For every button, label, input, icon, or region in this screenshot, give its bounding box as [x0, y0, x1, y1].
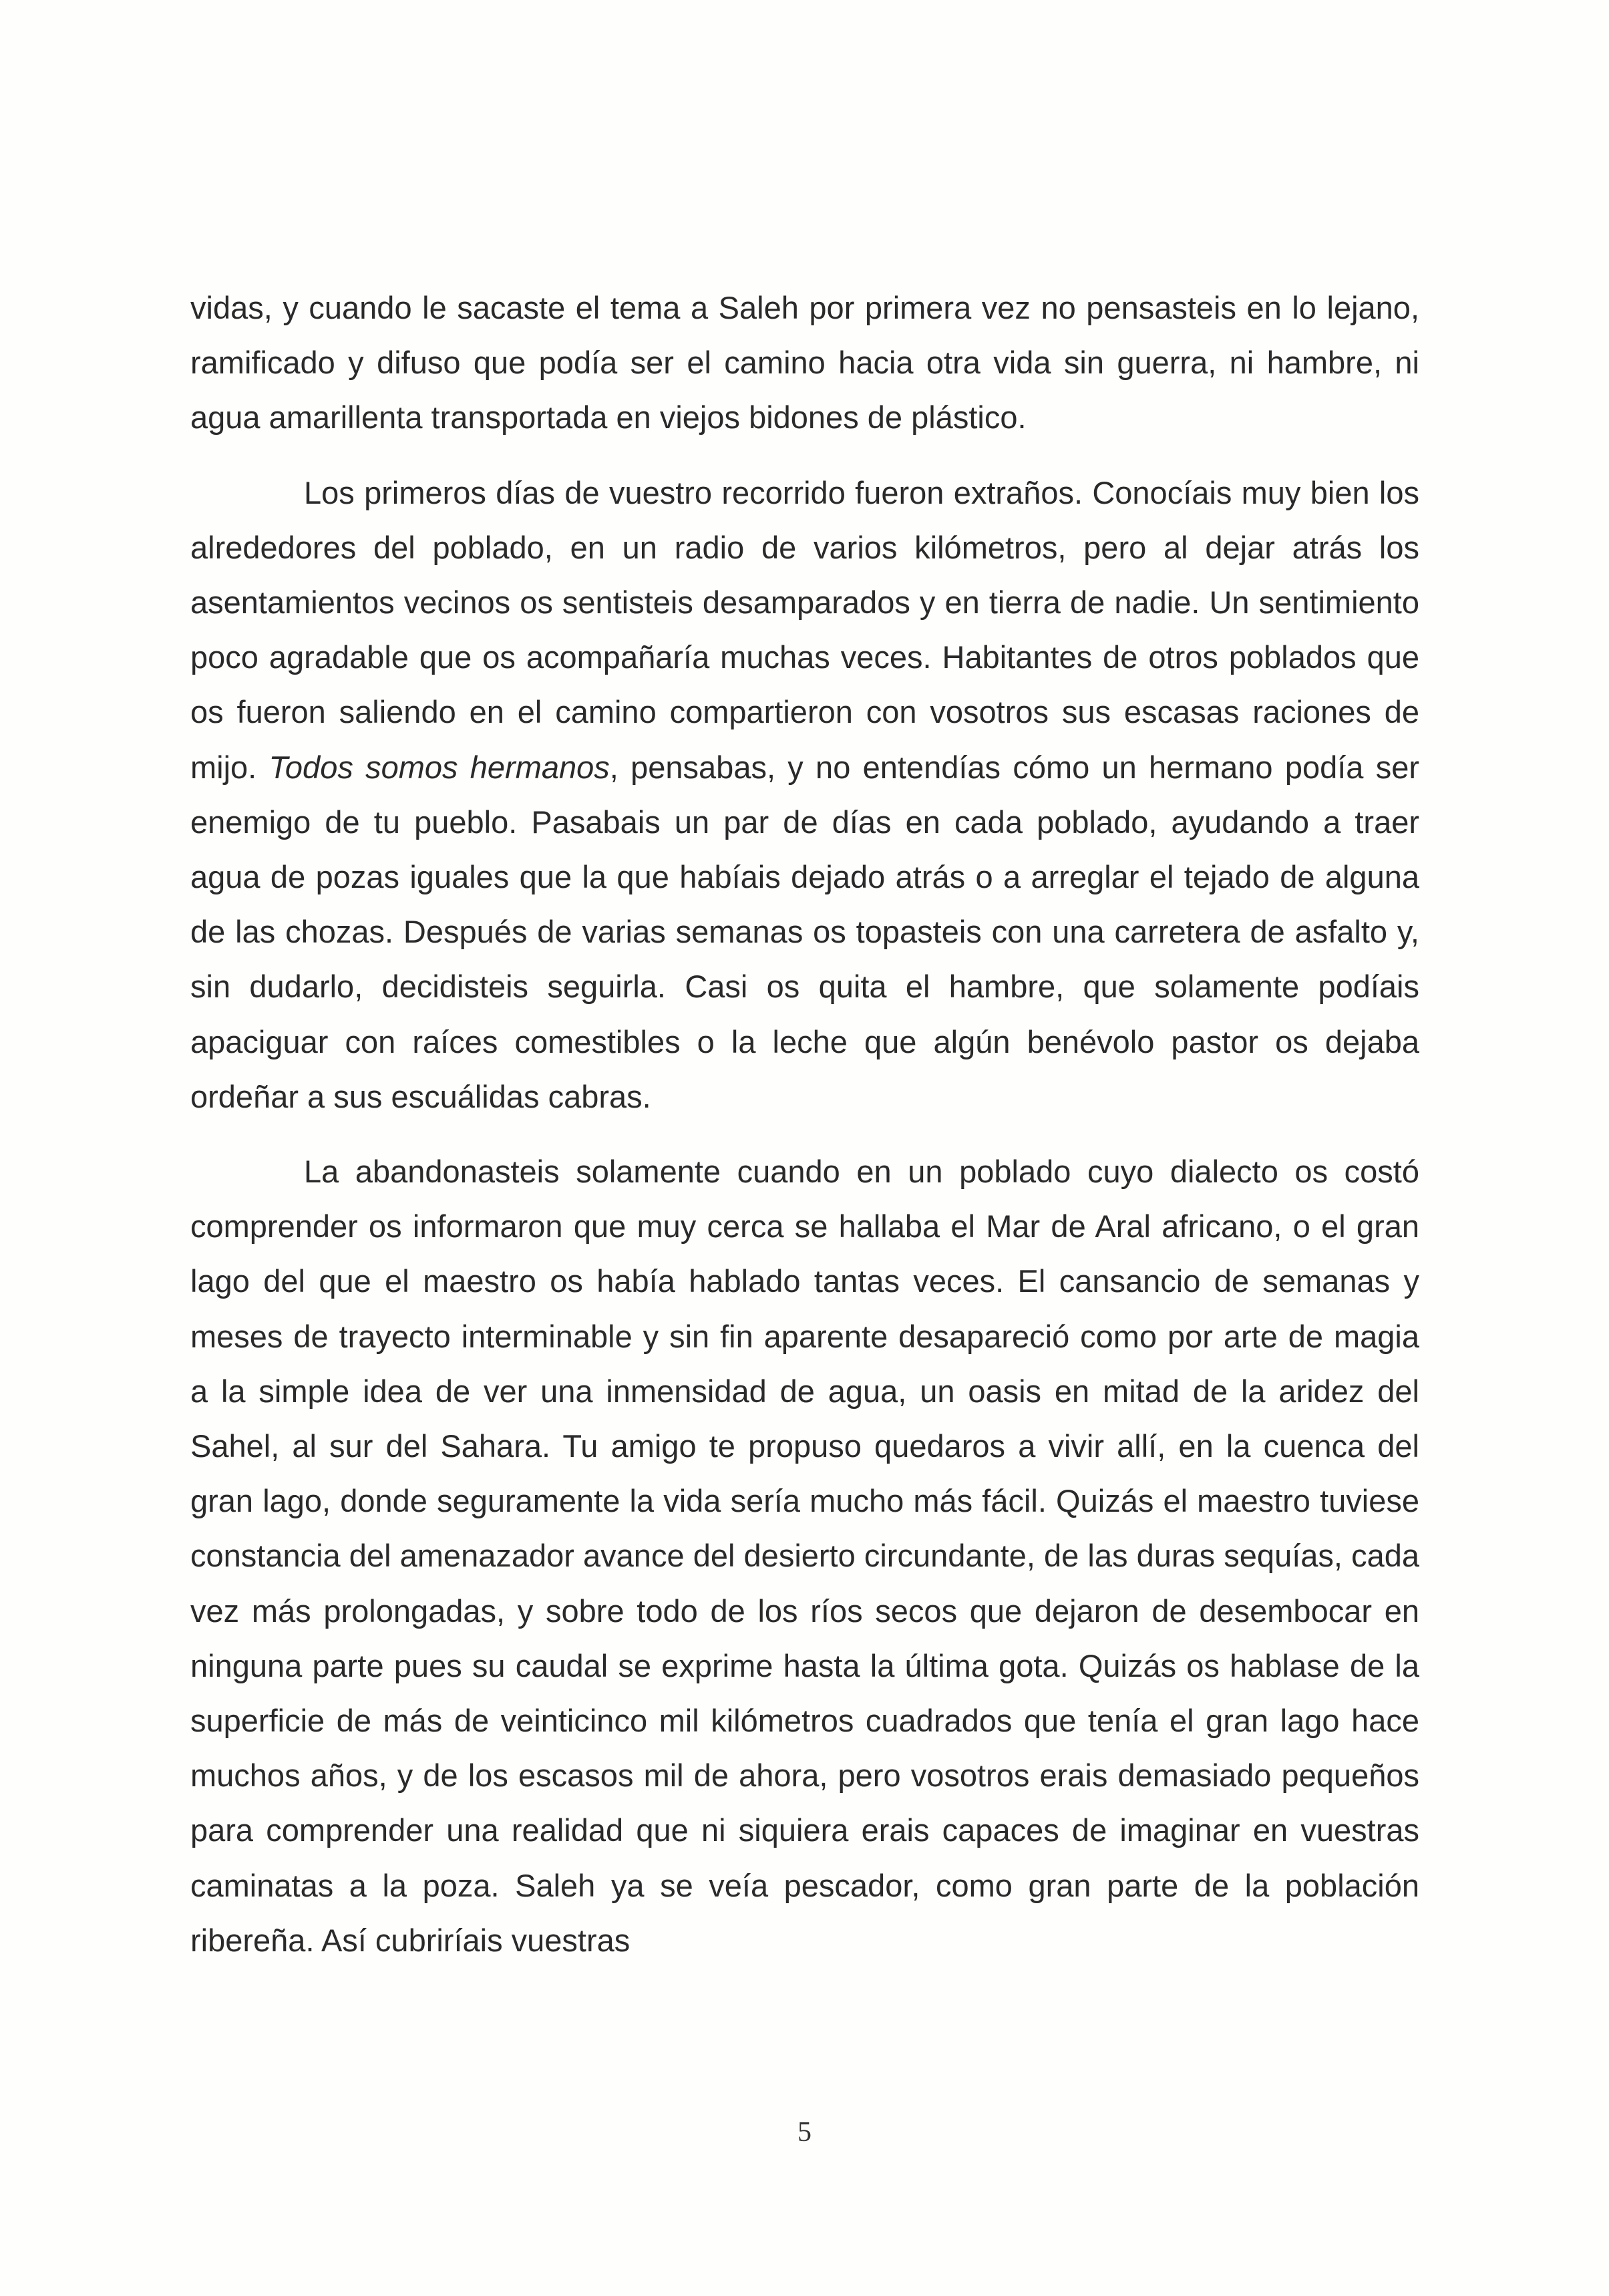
paragraph-2: [190, 466, 1419, 1124]
paragraph-3-text: La abandonasteis solamente cuando en un poblado cuyo dialecto os costó comprender os informaron que muy cerca se hallaba el Mar de Aral africano, o el gran lago del que el maestro os había hablado tantas veces. El cansancio de semanas y meses de trayecto interminable y sin fin aparente desapareció como por arte de magia a la simple idea de ver una inmensidad de agua, un oasis en mitad de la aridez del Sahel, al sur del Sahara. Tu amigo te propuso quedaros a vivir allí, en la cuenca del gran lago, donde seguramente la vida sería mucho más fácil. Quizás el maestro tuviese constancia del amenazador avance del desierto circundante, de las duras sequías, cada vez más prolongadas, y sobre todo de los ríos secos que dejaron de desembocar en ninguna parte pues su caudal se exprime hasta la última gota. Quizás os hablase de la superficie de más de veinticinco mil kilómetros cuadrados que tenía el gran lago hace muchos años, y de los escasos mil de ahora, pero vosotros erais demasiado pequeños para comprender una realidad que ni siquiera erais capaces de imaginar en vuestras caminatas a la poza. Saleh ya se veía pescador, como gran parte de la población ribereña. Así cubriríais vuestras: [190, 1154, 1419, 1958]
paragraph-1-text: vidas, y cuando le sacaste el tema a Saleh por primera vez no pensasteis en lo lejano, ramificado y difuso que podía ser el camino hacia otra vida sin guerra, ni hambre, ni agua amarillenta transportada en viejos bidones de plástico.: [190, 290, 1419, 436]
page-number: 5: [797, 2117, 812, 2148]
paragraph-2-text-end: , pensabas, y no entendías cómo un hermano podía ser enemigo de tu pueblo. Pasabais un par de días en cada poblado, ayudando a traer agua de pozas iguales que la que habíais dejado atrás o a arreglar el tejado de alguna de las chozas. Después de varias semanas os topasteis con una carretera de asfalto y, sin dudarlo, decidisteis seguirla. Casi os quita el hambre, que solamente podíais apaciguar con raíces comestibles o la leche que algún benévolo pastor os dejaba ordeñar a sus escuálidas cabras.: [190, 749, 1419, 1114]
paragraph-2-text-start: Los primeros días de vuestro recorrido fueron extraños. Conocíais muy bien los alrededores del poblado, en un radio de varios kilómetros, pero al dejar atrás los asentamientos vecinos os sentisteis desamparados y en tierra de nadie. Un sentimiento poco agradable que os acompañaría muchas veces. Habitantes de otros poblados que os fueron saliendo en el camino compartieron con vosotros sus escasas raciones de mijo.: [190, 474, 1419, 785]
body-text: [190, 281, 1419, 1968]
paragraph-3: [190, 1144, 1419, 1968]
paragraph-2-italic-phrase: Todos somos hermanos: [269, 749, 610, 785]
paragraph-1: [190, 281, 1419, 446]
